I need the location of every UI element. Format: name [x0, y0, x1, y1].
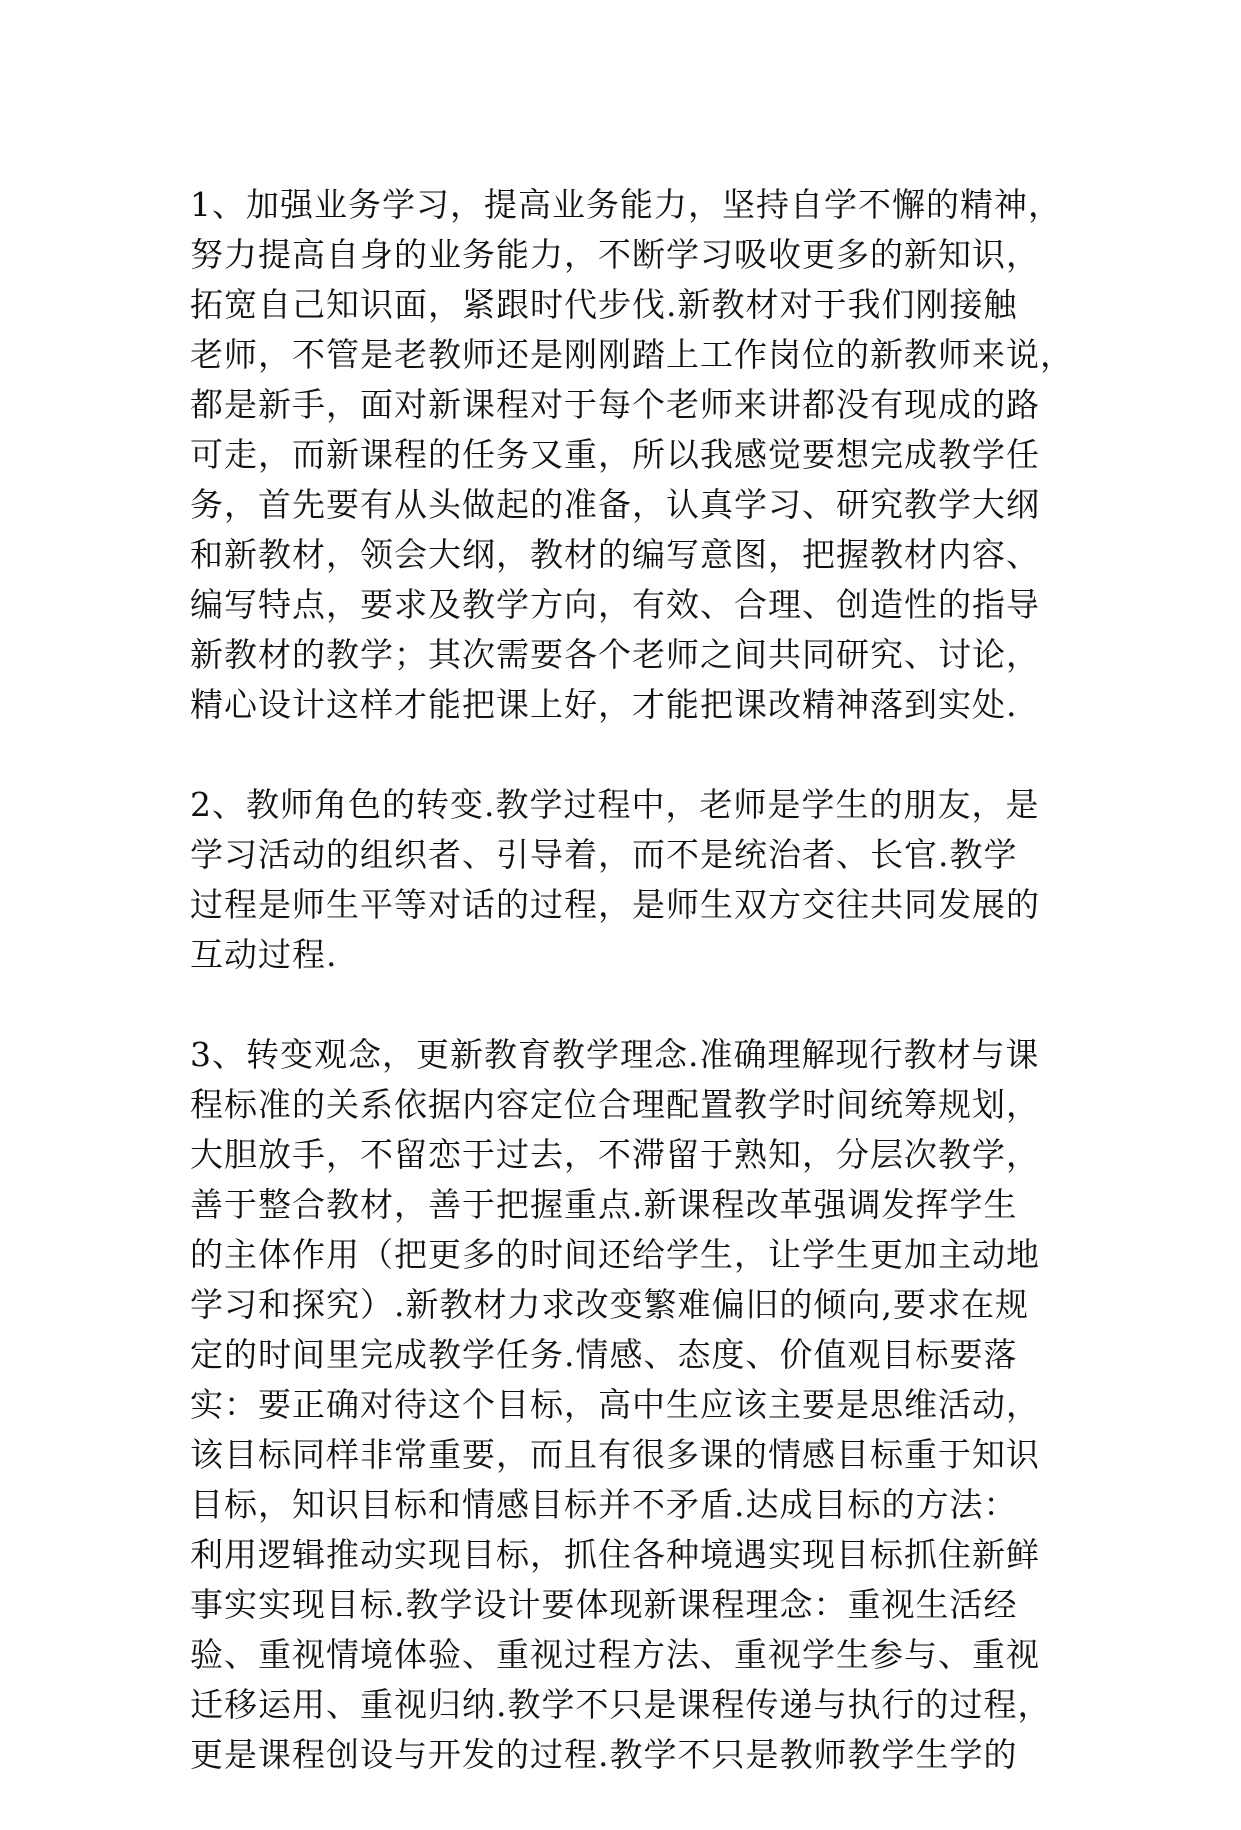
text-line: 验、重视情境体验、重视过程方法、重视学生参与、重视 — [190, 1635, 1040, 1674]
text-line: 1、加强业务学习，提高业务能力，坚持自学不懈的精神， — [190, 185, 1062, 224]
text-line: 和新教材，领会大纲，教材的编写意图，把握教材内容、 — [190, 535, 1040, 574]
text-line: 定的时间里完成教学任务.情感、态度、价值观目标要落 — [190, 1335, 1018, 1374]
paragraph-2 — [190, 780, 1070, 980]
text-line: 利用逻辑推动实现目标，抓住各种境遇实现目标抓住新鲜 — [190, 1535, 1040, 1574]
paragraph-1 — [190, 180, 1074, 730]
text-line: 实：要正确对待这个目标，高中生应该主要是思维活动， — [190, 1385, 1040, 1424]
text-line: 学习活动的组织者、引导着，而不是统治者、长官.教学 — [190, 835, 1018, 874]
text-line: 善于整合教材，善于把握重点.新课程改革强调发挥学生 — [190, 1185, 1018, 1224]
text-line: 的主体作用（把更多的时间还给学生，让学生更加主动地 — [190, 1235, 1040, 1274]
text-line: 大胆放手，不留恋于过去，不滞留于熟知，分层次教学， — [190, 1135, 1040, 1174]
document-body — [190, 180, 1074, 1830]
paragraph-3 — [190, 1030, 1070, 1780]
text-line: 3、转变观念，更新教育教学理念.准确理解现行教材与课 — [190, 1035, 1040, 1074]
text-line: 2、教师角色的转变.教学过程中，老师是学生的朋友，是 — [190, 785, 1040, 824]
text-line: 目标，知识目标和情感目标并不矛盾.达成目标的方法： — [190, 1485, 1018, 1524]
text-line: 更是课程创设与开发的过程.教学不只是教师教学生学的 — [190, 1735, 1018, 1774]
text-line: 编写特点，要求及教学方向，有效、合理、创造性的指导 — [190, 585, 1040, 624]
text-line: 老师，不管是老教师还是刚刚踏上工作岗位的新教师来说， — [190, 335, 1074, 374]
text-line: 新教材的教学；其次需要各个老师之间共同研究、讨论， — [190, 635, 1040, 674]
text-line: 务，首先要有从头做起的准备，认真学习、研究教学大纲 — [190, 485, 1040, 524]
text-line: 事实实现目标.教学设计要体现新课程理念：重视生活经 — [190, 1585, 1018, 1624]
text-line: 拓宽自己知识面，紧跟时代步伐.新教材对于我们刚接触 — [190, 285, 1018, 324]
text-line: 该目标同样非常重要，而且有很多课的情感目标重于知识 — [190, 1435, 1040, 1474]
text-line: 都是新手，面对新课程对于每个老师来讲都没有现成的路 — [190, 385, 1040, 424]
text-line: 努力提高自身的业务能力，不断学习吸收更多的新知识， — [190, 235, 1040, 274]
text-line: 迁移运用、重视归纳.教学不只是课程传递与执行的过程， — [190, 1685, 1052, 1724]
text-line: 可走，而新课程的任务又重，所以我感觉要想完成教学任 — [190, 435, 1040, 474]
text-line: 互动过程. — [190, 935, 338, 974]
text-line: 学习和探究）.新教材力求改变繁难偏旧的倾向,要求在规 — [190, 1285, 1029, 1324]
text-line: 精心设计这样才能把课上好，才能把课改精神落到实处. — [190, 685, 1018, 724]
text-line: 过程是师生平等对话的过程，是师生双方交往共同发展的 — [190, 885, 1040, 924]
text-line: 程标准的关系依据内容定位合理配置教学时间统筹规划， — [190, 1085, 1040, 1124]
